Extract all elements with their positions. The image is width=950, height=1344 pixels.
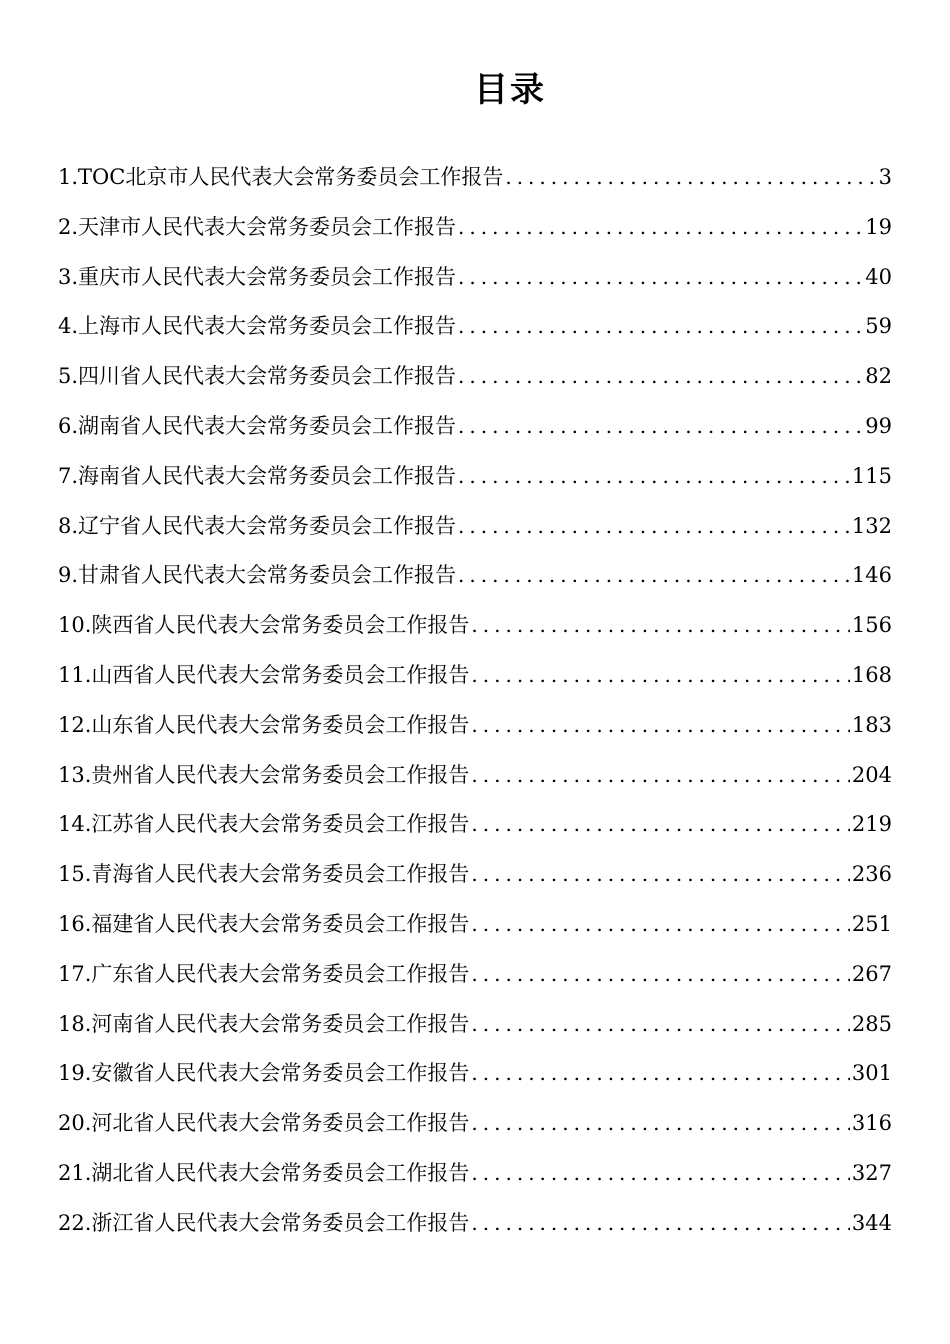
toc-entry-number: 17.	[58, 961, 92, 986]
toc-entry-page-number[interactable]: 219	[851, 812, 892, 837]
toc-entry[interactable]	[58, 651, 892, 701]
toc-entry-number: 1.	[58, 165, 79, 189]
toc-entry[interactable]	[58, 701, 892, 751]
dot-leader	[469, 751, 850, 801]
toc-entry-title[interactable]: 贵州省人民代表大会常务委员会工作报告	[91, 762, 470, 787]
toc-entry-title[interactable]: 陕西省人民代表大会常务委员会工作报告	[91, 613, 470, 638]
toc-entry-page-number[interactable]: 146	[851, 563, 892, 588]
toc-entry-page-number[interactable]: 204	[851, 762, 892, 787]
toc-entry-number: 12.	[58, 712, 92, 737]
toc-entry[interactable]	[58, 751, 892, 801]
dot-leader	[469, 701, 850, 751]
toc-entry[interactable]	[58, 253, 892, 303]
toc-entry[interactable]	[58, 203, 892, 253]
toc-entry-page-number[interactable]: 251	[851, 911, 892, 936]
toc-entry-number: 21.	[58, 1160, 92, 1185]
toc-entry-title[interactable]: 山西省人民代表大会常务委员会工作报告	[91, 662, 470, 687]
toc-entry[interactable]	[58, 601, 892, 651]
toc-entry[interactable]	[58, 850, 892, 900]
toc-entry-page-number[interactable]: 156	[851, 613, 892, 638]
toc-entry-page-number[interactable]: 59	[865, 314, 892, 339]
toc-entry[interactable]	[58, 502, 892, 552]
toc-entry-title[interactable]: 湖北省人民代表大会常务委员会工作报告	[91, 1160, 470, 1185]
dot-leader	[469, 1000, 850, 1050]
toc-entry-page-number[interactable]: 183	[851, 712, 892, 737]
toc-entry-number: 18.	[58, 1011, 92, 1036]
dot-leader	[456, 402, 863, 452]
toc-entry-title[interactable]: 上海市人民代表大会常务委员会工作报告	[78, 314, 457, 339]
toc-entry-number: 19.	[58, 1061, 92, 1086]
toc-entry-page-number[interactable]: 236	[851, 862, 892, 887]
toc-entry-title[interactable]: 江苏省人民代表大会常务委员会工作报告	[91, 812, 470, 837]
toc-entry-number: 3.	[58, 264, 79, 289]
dot-leader	[469, 601, 850, 651]
toc-entry-page-number[interactable]: 168	[851, 662, 892, 687]
toc-entry-number: 11.	[58, 662, 92, 687]
toc-entry-title[interactable]: 安徽省人民代表大会常务委员会工作报告	[91, 1061, 470, 1086]
toc-entry-number: 4.	[58, 314, 79, 339]
toc-entry-page-number[interactable]: 115	[851, 463, 892, 488]
toc-entry-title[interactable]: 广东省人民代表大会常务委员会工作报告	[91, 961, 470, 986]
toc-entry[interactable]	[58, 1199, 892, 1249]
toc-entry-number: 8.	[58, 513, 79, 538]
toc-entry-page-number[interactable]: 99	[865, 413, 892, 438]
toc-entry[interactable]	[58, 352, 892, 402]
toc-entry-page-number[interactable]: 316	[851, 1111, 892, 1136]
dot-leader	[469, 1049, 850, 1099]
toc-entry[interactable]	[58, 402, 892, 452]
toc-entry[interactable]	[58, 1049, 892, 1099]
toc-entry-title[interactable]: 辽宁省人民代表大会常务委员会工作报告	[78, 513, 457, 538]
toc-entry-title[interactable]: 浙江省人民代表大会常务委员会工作报告	[91, 1210, 470, 1235]
dot-leader	[456, 302, 863, 352]
toc-entry-number: 13.	[58, 762, 92, 787]
dot-leader	[469, 900, 850, 950]
toc-entry-title[interactable]: 青海省人民代表大会常务委员会工作报告	[91, 862, 470, 887]
page-title: 目录	[474, 70, 546, 110]
dot-leader	[456, 203, 863, 253]
toc-entry-title[interactable]: TOC北京市人民代表大会常务委员会工作报告	[78, 165, 504, 189]
dot-leader	[469, 800, 850, 850]
dot-leader	[469, 950, 850, 1000]
dot-leader	[456, 352, 863, 402]
dot-leader	[469, 651, 850, 701]
toc-entry[interactable]	[58, 153, 892, 203]
toc-entry-number: 9.	[58, 563, 79, 588]
toc-entry-number: 15.	[58, 862, 92, 887]
toc-entry-number: 6.	[58, 413, 79, 438]
dot-leader	[469, 1149, 850, 1199]
toc-entry-page-number[interactable]: 301	[851, 1061, 892, 1086]
toc-entry[interactable]	[58, 1000, 892, 1050]
toc-entry-number: 20.	[58, 1111, 92, 1136]
toc-entry-title[interactable]: 甘肃省人民代表大会常务委员会工作报告	[78, 563, 457, 588]
dot-leader	[456, 452, 850, 502]
toc-entry-page-number[interactable]: 132	[851, 513, 892, 538]
toc-entry[interactable]	[58, 1099, 892, 1149]
toc-entry-number: 2.	[58, 214, 79, 239]
toc-entry-page-number[interactable]: 19	[865, 214, 892, 239]
dot-leader	[456, 551, 850, 601]
toc-entry[interactable]	[58, 1149, 892, 1199]
dot-leader	[469, 850, 850, 900]
toc-entry-title[interactable]: 重庆市人民代表大会常务委员会工作报告	[78, 264, 457, 289]
toc-entry-number: 14.	[58, 812, 92, 837]
toc-entry-title[interactable]: 福建省人民代表大会常务委员会工作报告	[91, 911, 470, 936]
toc-entry-page-number[interactable]: 285	[851, 1011, 892, 1036]
dot-leader	[469, 1099, 850, 1149]
dot-leader	[503, 153, 876, 203]
toc-entry-title[interactable]: 四川省人民代表大会常务委员会工作报告	[78, 364, 457, 389]
toc-entry-number: 16.	[58, 911, 92, 936]
toc-entry-title[interactable]: 海南省人民代表大会常务委员会工作报告	[78, 463, 457, 488]
toc-entry-page-number[interactable]: 3	[878, 165, 892, 189]
toc-entry-title[interactable]: 湖南省人民代表大会常务委员会工作报告	[78, 413, 457, 438]
toc-entry-page-number[interactable]: 344	[851, 1210, 892, 1235]
dot-leader	[469, 1199, 850, 1249]
toc-entry-number: 22.	[58, 1210, 92, 1235]
toc-entry[interactable]	[58, 800, 892, 850]
toc-entry-title[interactable]: 山东省人民代表大会常务委员会工作报告	[91, 712, 470, 737]
toc-entry-number: 7.	[58, 463, 79, 488]
toc-entry-number: 5.	[58, 364, 79, 389]
toc-entry-title[interactable]: 天津市人民代表大会常务委员会工作报告	[78, 214, 457, 239]
toc-entry[interactable]	[58, 551, 892, 601]
toc-entry[interactable]	[58, 302, 892, 352]
toc-entry-title[interactable]: 河南省人民代表大会常务委员会工作报告	[91, 1011, 470, 1036]
toc-entry[interactable]	[58, 452, 892, 502]
toc-entry-page-number[interactable]: 40	[865, 264, 892, 289]
toc-entry-number: 10.	[58, 613, 92, 638]
toc-entry-page-number[interactable]: 327	[851, 1160, 892, 1185]
dot-leader	[456, 253, 863, 303]
toc-entry[interactable]	[58, 900, 892, 950]
table-of-contents	[58, 153, 892, 1249]
dot-leader	[456, 502, 850, 552]
toc-entry-page-number[interactable]: 82	[865, 364, 892, 389]
toc-entry-title[interactable]: 河北省人民代表大会常务委员会工作报告	[91, 1111, 470, 1136]
toc-entry-page-number[interactable]: 267	[851, 961, 892, 986]
toc-entry[interactable]	[58, 950, 892, 1000]
